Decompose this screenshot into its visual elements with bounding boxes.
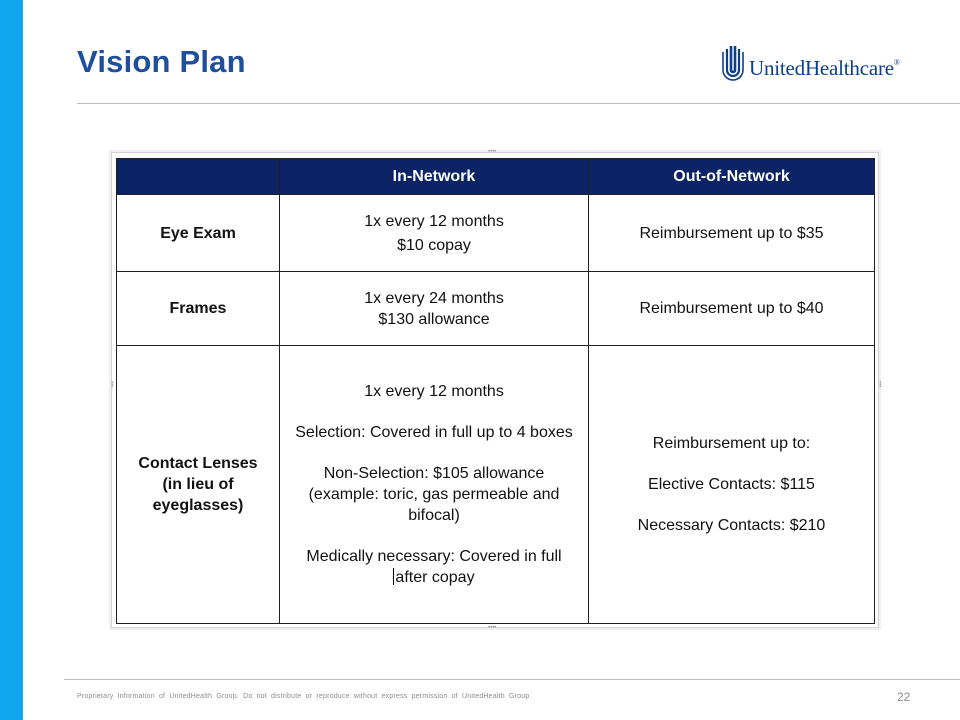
cell-eye-exam-out-of-network: Reimbursement up to $35 [589, 195, 875, 272]
row-label-frames: Frames [117, 272, 280, 346]
cell-contact-lenses-in-network[interactable]: 1x every 12 months Selection: Covered in full up to 4 boxes Non-Selection: $105 allowance (example: toric, gas permeable and bifocal) Medically necessary: Covered in full after copay [280, 346, 589, 624]
title-divider [77, 103, 960, 104]
resize-handle-left[interactable]: ••• [108, 381, 114, 388]
footer-divider [64, 679, 960, 680]
page-title: Vision Plan [77, 44, 246, 79]
row-label-eye-exam: Eye Exam [117, 195, 280, 272]
table-header-row [117, 159, 875, 195]
cell-frames-in-network: 1x every 24 months $130 allowance [280, 272, 589, 346]
resize-handle-right[interactable]: ••• [876, 381, 882, 388]
table-row-eye-exam [117, 195, 875, 272]
table-row-frames [117, 272, 875, 346]
page-number: 22 [897, 690, 911, 704]
unitedhealthcare-logo [722, 45, 900, 85]
cell-frames-out-of-network: Reimbursement up to $40 [589, 272, 875, 346]
resize-handle-bottom[interactable]: •••• [488, 625, 497, 631]
table-header-out-of-network: Out-of-Network [589, 159, 875, 195]
cell-eye-exam-in-network: 1x every 12 months $10 copay [280, 195, 589, 272]
unitedhealthcare-u-icon [722, 46, 744, 84]
resize-handle-top[interactable]: •••• [488, 149, 497, 155]
table-header-in-network: In-Network [280, 159, 589, 195]
footer-disclaimer: Proprietary Information of UnitedHealth Group. Do not distribute or reproduce without express permission of UnitedHealth Group. [77, 693, 532, 700]
table-header-blank [117, 159, 280, 195]
table-row-contact-lenses [117, 346, 875, 624]
table-frame[interactable] [108, 149, 882, 631]
cell-contact-lenses-out-of-network: Reimbursement up to: Elective Contacts: $115 Necessary Contacts: $210 [589, 346, 875, 624]
side-accent-bar [0, 0, 23, 720]
row-label-contact-lenses: Contact Lenses (in lieu of eyeglasses) [117, 346, 280, 624]
logo-wordmark: UnitedHealthcare® [749, 55, 900, 80]
vision-plan-table [116, 158, 875, 624]
